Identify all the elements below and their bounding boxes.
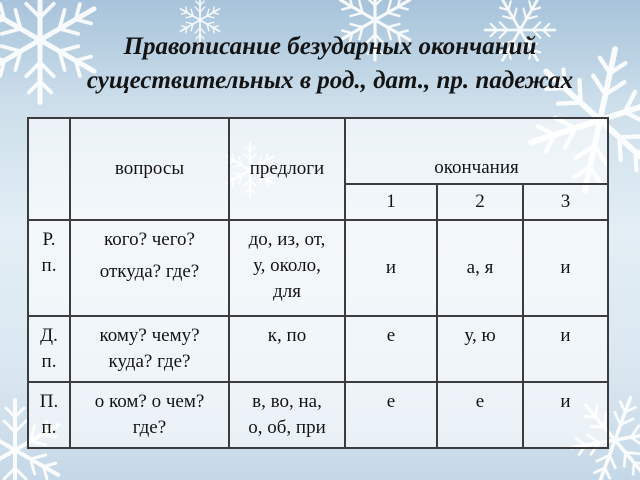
- case-prepositional: [28, 382, 70, 448]
- prepositions-cell: [229, 382, 345, 448]
- question-text: о ком? о чем?: [94, 391, 205, 412]
- ending-cell: а, я: [437, 220, 523, 316]
- question-text: кого? чего?: [103, 229, 195, 250]
- preposition-text: для: [273, 281, 301, 302]
- preposition-text: у, около,: [253, 255, 321, 276]
- questions-cell: [70, 316, 229, 382]
- declension-2: 2: [437, 184, 523, 220]
- preposition-text: в, во, на,: [252, 391, 322, 412]
- preposition-text: о, об, при: [248, 417, 326, 438]
- case-label: Д.: [40, 325, 58, 346]
- ending-cell: е: [437, 382, 523, 448]
- declension-3: 3: [523, 184, 608, 220]
- header-prepositions: предлоги: [229, 118, 345, 220]
- case-dative: [28, 316, 70, 382]
- case-genitive: [28, 220, 70, 316]
- question-text: откуда? где?: [99, 261, 200, 282]
- preposition-text: к, по: [267, 325, 307, 346]
- case-label: п.: [41, 417, 57, 438]
- preposition-text: до, из, от,: [248, 229, 326, 250]
- endings-table: [27, 117, 609, 449]
- declension-1: 1: [345, 184, 437, 220]
- prepositions-cell: [229, 316, 345, 382]
- case-label: п.: [41, 351, 57, 372]
- header-endings: окончания: [345, 118, 608, 184]
- ending-cell: и: [523, 316, 608, 382]
- question-text: кому? чему?: [99, 325, 200, 346]
- ending-cell: е: [345, 316, 437, 382]
- table-header-row: [28, 118, 608, 184]
- questions-cell: [70, 382, 229, 448]
- title-line-2: существительных в род., дат., пр. падежах: [86, 67, 574, 94]
- ending-cell: и: [523, 220, 608, 316]
- table-row: [28, 382, 608, 448]
- question-text: где?: [132, 417, 167, 438]
- prepositions-cell: [229, 220, 345, 316]
- questions-cell: [70, 220, 229, 316]
- table-row: [28, 220, 608, 316]
- question-text: куда? где?: [108, 351, 191, 372]
- ending-cell: у, ю: [437, 316, 523, 382]
- title-line-1: Правописание безударных окончаний: [123, 33, 537, 60]
- slide-title: [40, 30, 620, 98]
- ending-cell: и: [345, 220, 437, 316]
- case-label: Р.: [42, 229, 56, 250]
- corner-cell: [28, 118, 70, 220]
- case-label: П.: [39, 391, 59, 412]
- case-label: п.: [41, 255, 57, 276]
- ending-cell: и: [523, 382, 608, 448]
- table-row: [28, 316, 608, 382]
- header-questions: вопросы: [70, 118, 229, 220]
- ending-cell: е: [345, 382, 437, 448]
